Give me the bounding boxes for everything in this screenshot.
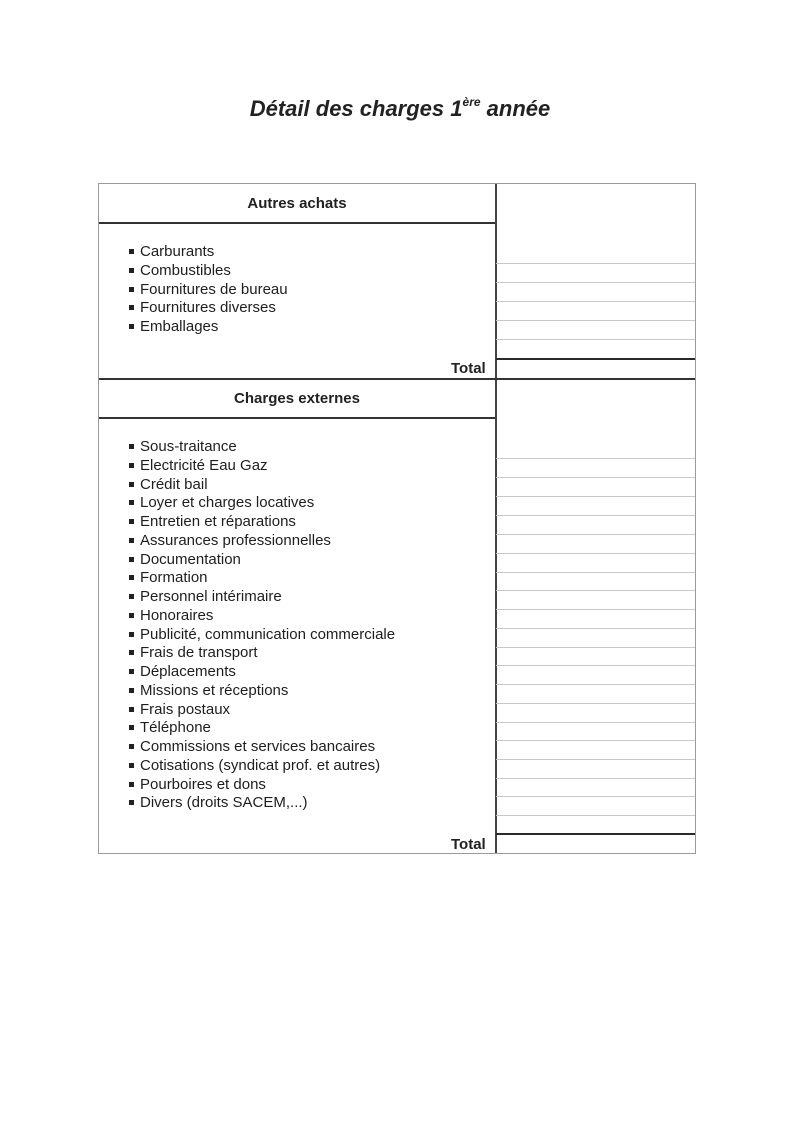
amount-rule xyxy=(496,722,695,723)
list-item: Divers (droits SACEM,...) xyxy=(129,794,395,813)
section-header-autres-achats: Autres achats xyxy=(247,195,347,212)
section-header-divider xyxy=(99,417,495,419)
section-header-divider xyxy=(99,222,495,224)
title-main: Détail des charges 1 xyxy=(249,96,463,121)
list-item: Honoraires xyxy=(129,607,395,626)
amount-rule xyxy=(496,301,695,302)
charges-externes-list xyxy=(129,438,395,813)
amount-rule xyxy=(496,703,695,704)
amount-rule xyxy=(496,665,695,666)
list-item: Assurances professionnelles xyxy=(129,532,395,551)
list-item: Documentation xyxy=(129,551,395,570)
list-item: Loyer et charges locatives xyxy=(129,494,395,513)
list-item: Emballages xyxy=(129,318,288,337)
list-item: Frais de transport xyxy=(129,644,395,663)
amount-rule xyxy=(496,534,695,535)
list-item: Personnel intérimaire xyxy=(129,588,395,607)
list-item: Publicité, communication commerciale xyxy=(129,626,395,645)
amount-rule xyxy=(496,740,695,741)
amount-rule xyxy=(496,553,695,554)
amount-rule xyxy=(496,628,695,629)
list-item: Carburants xyxy=(129,243,288,262)
list-item: Frais postaux xyxy=(129,701,395,720)
amount-rule xyxy=(496,477,695,478)
amount-rule xyxy=(496,796,695,797)
total-rule xyxy=(496,358,695,360)
total-label-autres-achats: Total xyxy=(451,360,486,377)
list-item: Formation xyxy=(129,569,395,588)
list-item: Combustibles xyxy=(129,262,288,281)
list-item: Crédit bail xyxy=(129,476,395,495)
charges-table xyxy=(98,183,696,854)
list-item: Pourboires et dons xyxy=(129,776,395,795)
section-divider xyxy=(99,378,695,380)
amount-rule xyxy=(496,282,695,283)
amount-rule xyxy=(496,590,695,591)
autres-achats-list xyxy=(129,243,288,337)
page-title xyxy=(0,96,800,122)
list-item: Fournitures diverses xyxy=(129,299,288,318)
list-item: Missions et réceptions xyxy=(129,682,395,701)
amount-rule xyxy=(496,572,695,573)
amount-rule xyxy=(496,609,695,610)
list-item: Sous-traitance xyxy=(129,438,395,457)
list-item: Electricité Eau Gaz xyxy=(129,457,395,476)
amount-rule xyxy=(496,815,695,816)
list-item: Déplacements xyxy=(129,663,395,682)
title-superscript: ère xyxy=(462,94,481,109)
list-item: Cotisations (syndicat prof. et autres) xyxy=(129,757,395,776)
amount-rule xyxy=(496,496,695,497)
section-header-charges-externes: Charges externes xyxy=(234,390,360,407)
amount-rule xyxy=(496,339,695,340)
list-item: Fournitures de bureau xyxy=(129,281,288,300)
amount-rule xyxy=(496,759,695,760)
amount-rule xyxy=(496,684,695,685)
list-item: Entretien et réparations xyxy=(129,513,395,532)
amount-rule xyxy=(496,647,695,648)
title-suffix: année xyxy=(480,96,551,121)
list-item: Commissions et services bancaires xyxy=(129,738,395,757)
amount-rule xyxy=(496,778,695,779)
amount-rule xyxy=(496,320,695,321)
amount-rule xyxy=(496,515,695,516)
column-divider xyxy=(495,184,497,853)
amount-rule xyxy=(496,458,695,459)
total-rule xyxy=(496,833,695,835)
total-label-charges-externes: Total xyxy=(451,836,486,853)
amount-rule xyxy=(496,263,695,264)
list-item: Téléphone xyxy=(129,719,395,738)
